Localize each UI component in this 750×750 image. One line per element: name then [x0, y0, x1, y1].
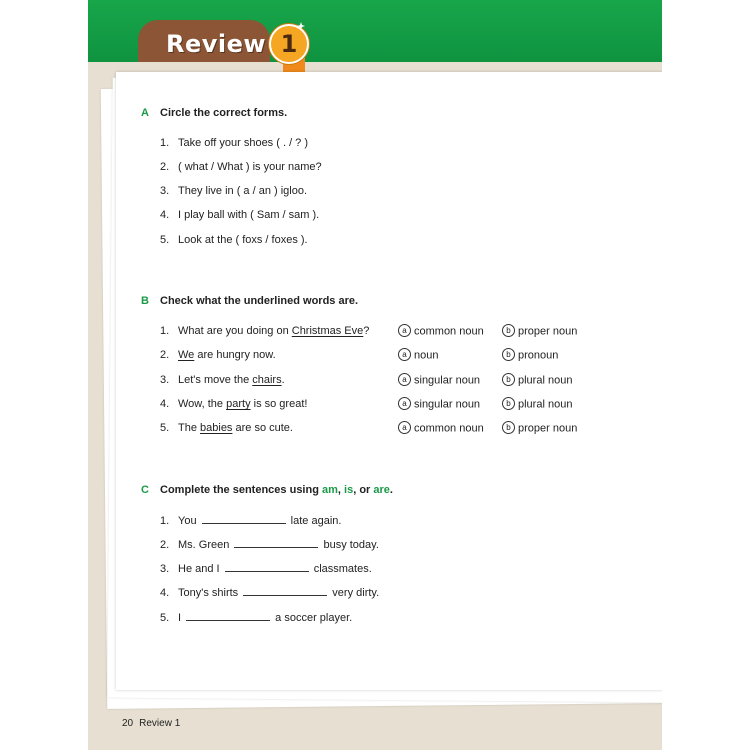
option-b[interactable]: b proper noun [502, 325, 577, 338]
section-c-heading: C Complete the sentences using am, is, or are. [141, 484, 393, 496]
option-a[interactable]: a common noun [398, 325, 484, 338]
underlined-word: We [178, 349, 195, 361]
option-b-marker: b [502, 373, 515, 386]
footer-label: Review 1 [139, 718, 181, 729]
review-number-badge: 1 [269, 24, 309, 64]
section-a-item: 2. ( what / What ) is your name? [160, 161, 322, 173]
section-c-letter: C [141, 484, 149, 496]
option-b[interactable]: b plural noun [502, 374, 572, 387]
section-b-item: 2. We are hungry now. [160, 349, 276, 361]
section-a-letter: A [141, 107, 149, 119]
underlined-word: party [226, 398, 251, 410]
word-is: is [344, 484, 354, 496]
section-c-item: 3. He and I classmates. [160, 563, 372, 575]
section-c-item: 4. Tony's shirts very dirty. [160, 587, 380, 599]
section-a-item: 5. Look at the ( foxs / foxes ). [160, 234, 308, 246]
section-b-instruction: Check what the underlined words are. [160, 295, 359, 307]
section-a-heading [141, 107, 287, 119]
answer-blank[interactable] [243, 586, 327, 596]
section-b-item: 1. What are you doing on Christmas Eve? [160, 325, 370, 337]
option-a-marker: a [398, 348, 411, 361]
section-b-item: 5. The babies are so cute. [160, 422, 293, 434]
option-a[interactable]: a noun [398, 349, 438, 362]
option-b[interactable]: b plural noun [502, 398, 572, 411]
option-b-marker: b [502, 324, 515, 337]
sparkle-icon [297, 22, 305, 30]
section-b-item: 3. Let's move the chairs. [160, 374, 285, 386]
underlined-word: babies [200, 422, 233, 434]
page-footer [122, 718, 180, 729]
answer-blank[interactable] [186, 611, 270, 621]
section-c-item: 1. You late again. [160, 515, 342, 527]
word-are: are [373, 484, 390, 496]
option-b-marker: b [502, 397, 515, 410]
answer-blank[interactable] [225, 562, 309, 572]
option-a[interactable]: a common noun [398, 422, 484, 435]
section-a-instruction: Circle the correct forms. [160, 107, 288, 119]
section-c-item: 2. Ms. Green busy today. [160, 539, 379, 551]
underlined-word: chairs [252, 374, 282, 386]
section-b-heading [141, 295, 358, 307]
page-number: 20 [122, 718, 134, 729]
section-c-item: 5. I a soccer player. [160, 612, 353, 624]
option-b[interactable]: b pronoun [502, 349, 558, 362]
option-a[interactable]: a singular noun [398, 374, 480, 387]
option-a-marker: a [398, 421, 411, 434]
option-a-marker: a [398, 373, 411, 386]
section-b-item: 4. Wow, the party is so great! [160, 398, 308, 410]
underlined-word: Christmas Eve [291, 325, 364, 337]
page-title: Review [166, 30, 267, 58]
section-a-item: 1. Take off your shoes ( . / ? ) [160, 137, 309, 149]
option-a-marker: a [398, 324, 411, 337]
option-b-marker: b [502, 348, 515, 361]
option-a-marker: a [398, 397, 411, 410]
section-a-item: 4. I play ball with ( Sam / sam ). [160, 209, 320, 221]
section-b-letter: B [141, 295, 149, 307]
option-b[interactable]: b proper noun [502, 422, 577, 435]
answer-blank[interactable] [234, 538, 318, 548]
section-a-item: 3. They live in ( a / an ) igloo. [160, 185, 308, 197]
workbook-page [88, 0, 662, 750]
word-am: am [321, 484, 338, 496]
option-a[interactable]: a singular noun [398, 398, 480, 411]
option-b-marker: b [502, 421, 515, 434]
answer-blank[interactable] [202, 514, 286, 524]
